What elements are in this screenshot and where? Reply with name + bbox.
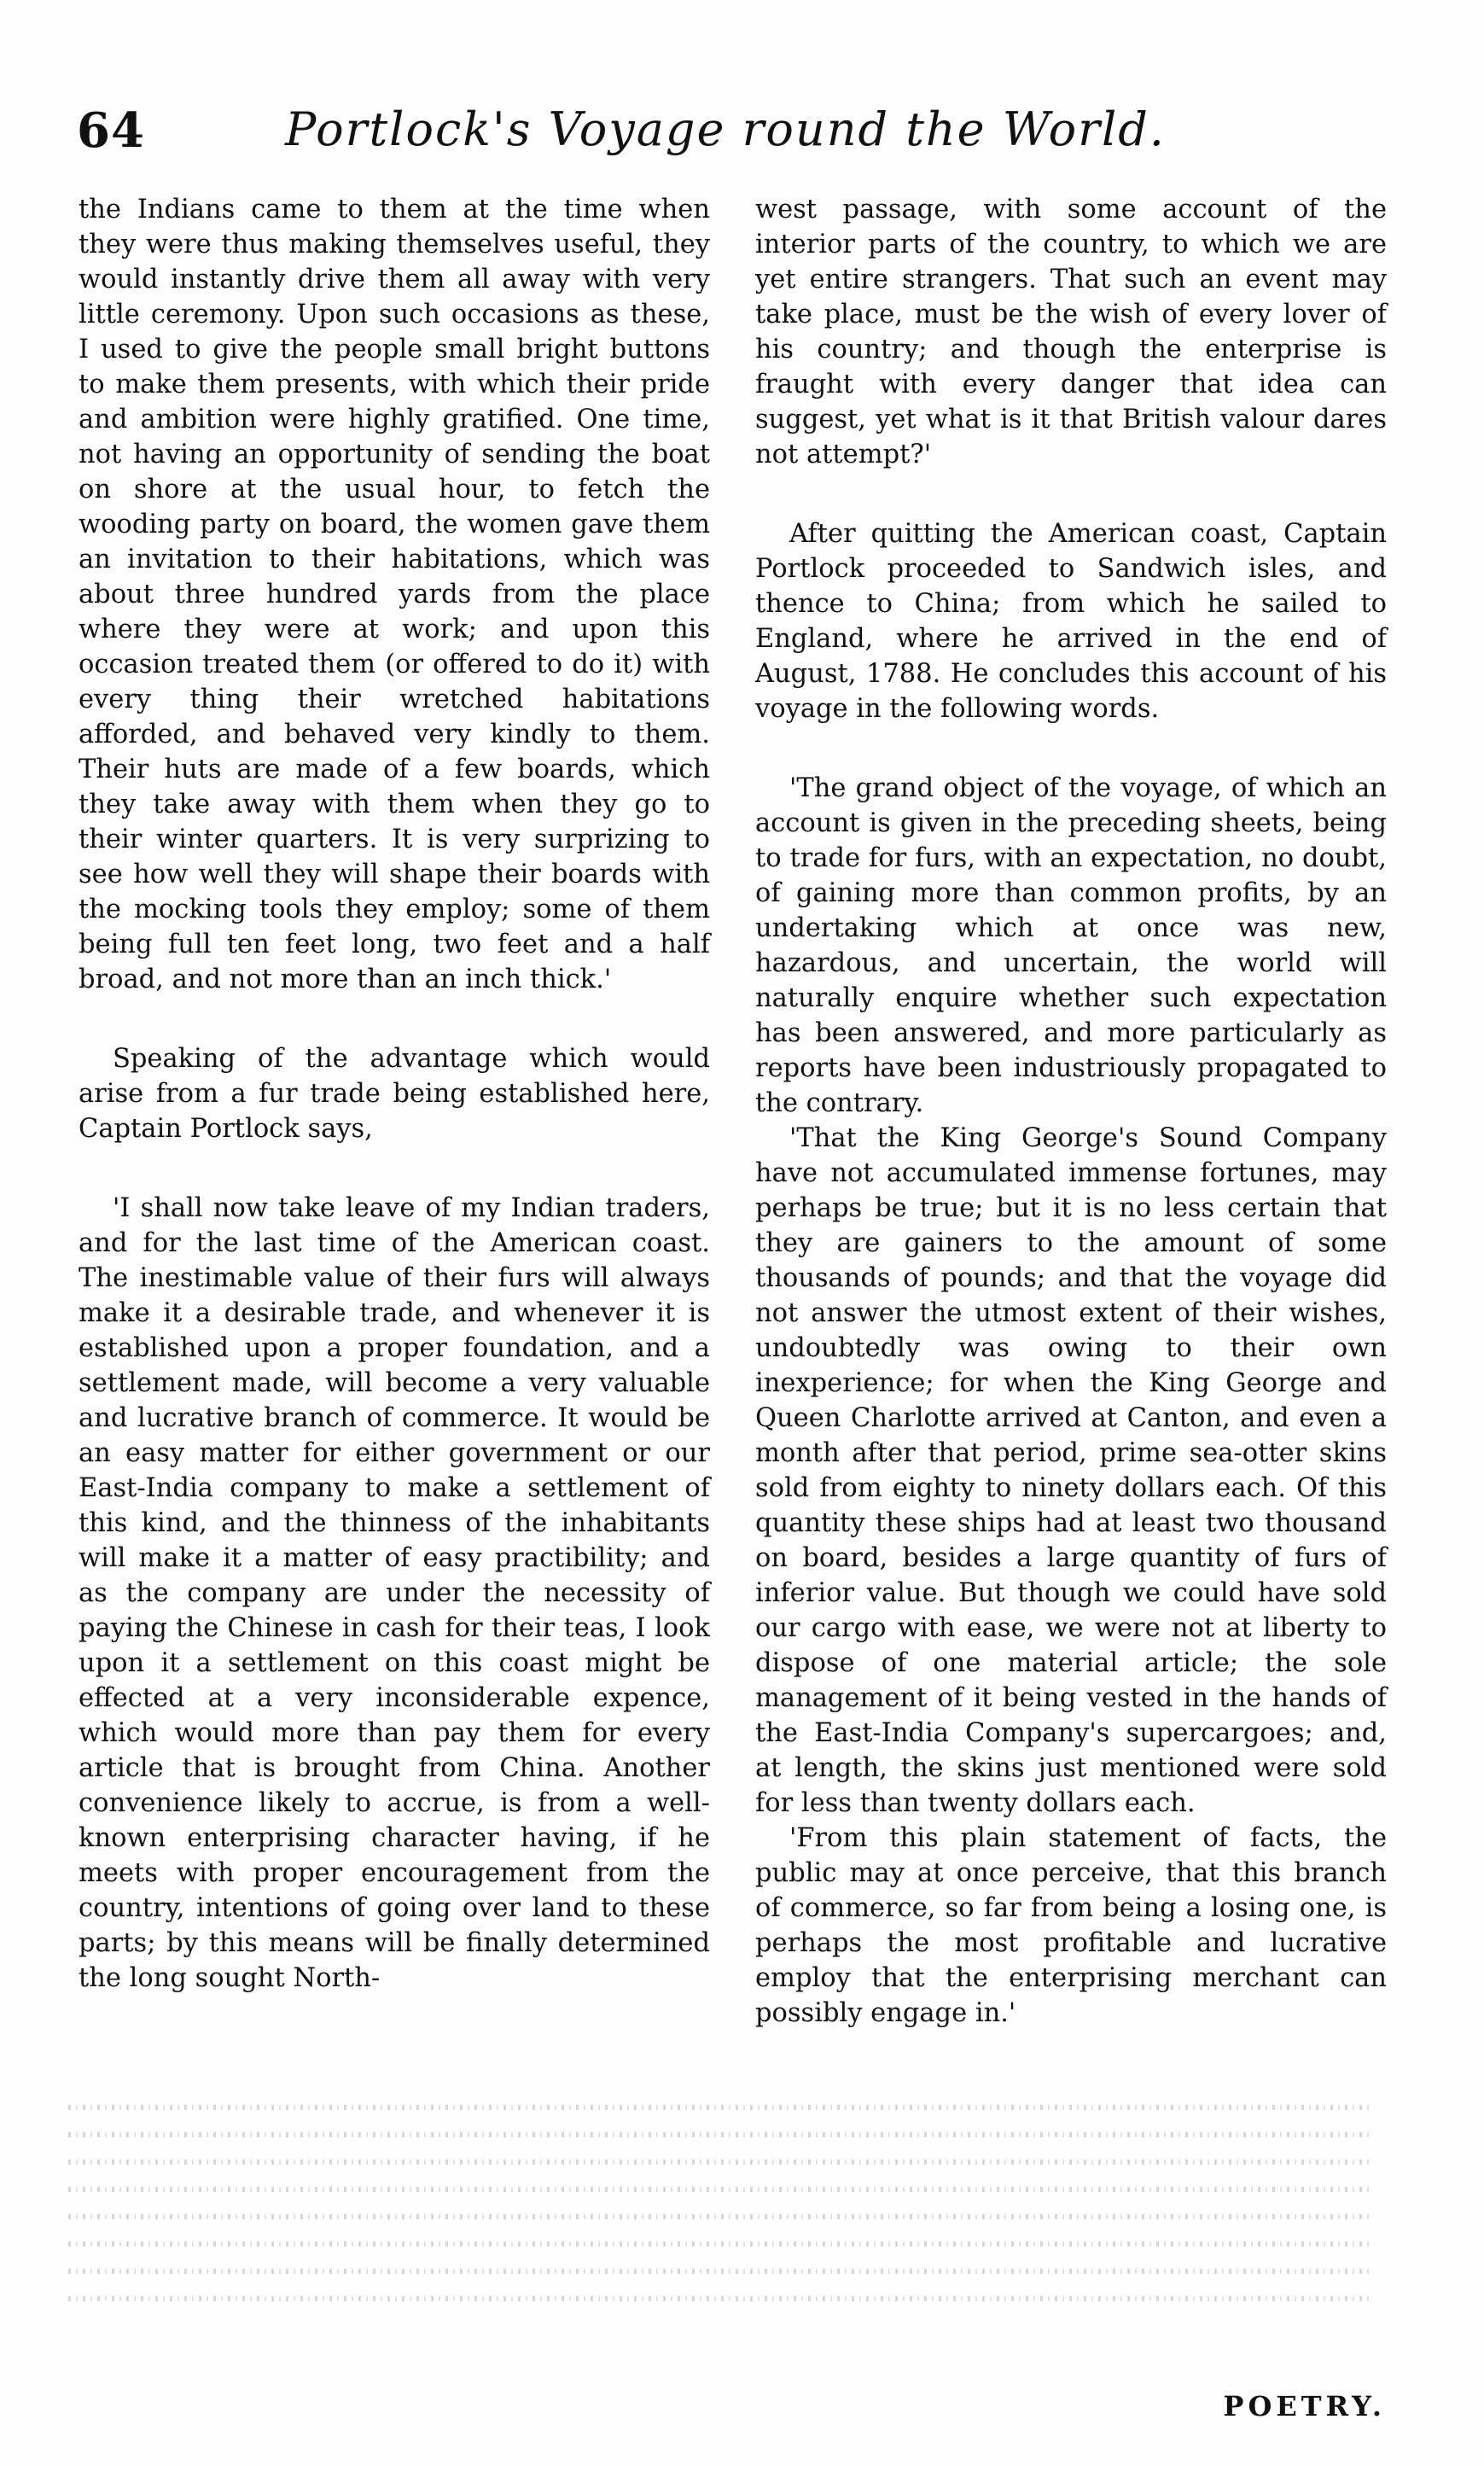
page-header — [77, 102, 1374, 171]
left-column — [79, 192, 710, 1996]
catchword: POETRY. — [1223, 2390, 1386, 2422]
right-column — [755, 192, 1387, 2031]
left-paragraph-3: 'I shall now take leave of my Indian traders, and for the last time of the American coast. The inestimable value of their furs will always make it a desirable trade, and whenever it is established upon a proper foundation, and a settlement made, will become a very valuable and lucrative branch of commerce. It would be an easy matter for either government or our East-India company to make a settlement of this kind, and the thinness of the inhabitants will make it a matter of easy practibility; and as the company are under the necessity of paying the Chinese in cash for their teas, I look upon it a settlement on this coast might be effected at a very inconsiderable expence, which would more than pay them for every article that is brought from China. Another convenience likely to accrue, is from a well-known enterprising character having, if he meets with proper encouragement from the country, intentions of going over land to these parts; by this means will be finally determined the long sought North- — [79, 1193, 710, 1993]
right-paragraph-3: 'The grand object of the voyage, of which an account is given in the preceding sheets, being to trade for furs, with an expectation, no doubt, of gaining more than common profits, by an undertaking which at once was new, hazardous, and uncertain, the world will naturally enquire whether such expectation has been answered, and more particularly as reports have been industriously propagated to the contrary. — [755, 773, 1387, 1118]
running-title: Portlock's Voyage round the World. — [285, 102, 1166, 156]
right-paragraph-4: 'That the King George's Sound Company have not accumulated immense fortunes, may perhaps be true; but it is no less certain that they are gainers to the amount of some thousands of pounds; and that the voyage did not answer the utmost extent of their wishes, undoubtedly was owing to their own inexperience; for when the King George and Queen Charlotte arrived at Canton, and even a month after that period, prime sea-otter skins sold from eighty to ninety dollars each. Of this quantity these ships had at least two thousand on board, besides a large quantity of furs of inferior value. But though we could have sold our cargo with ease, we were not at liberty to dispose of one material article; the sole management of it being vested in the hands of the East-India Company's supercargoes; and, at length, the skins just mentioned were sold for less than twenty dollars each. — [755, 1123, 1387, 1818]
right-paragraph-2: After quitting the American coast, Captain Portlock proceeded to Sandwich isles, and thence to China; from which he sailed to England, where he arrived in the end of August, 1788. He concludes this account of his voyage in the following words. — [755, 519, 1387, 724]
show-through-smudge — [68, 2083, 1374, 2364]
left-paragraph-1: the Indians came to them at the time when they were thus making themselves useful, they would instantly drive them all away with very little ceremony. Upon such occasions as these, I used to give the people small bright buttons to make them presents, with which their pride and ambition were highly gratified. One time, not having an opportunity of sending the boat on shore at the usual hour, to fetch the wooding party on board, the women gave them an invitation to their habitations, which was about three hundred yards from the place where they were at work; and upon this occasion treated them (or offered to do it) with every thing their wretched habitations afforded, and behaved very kindly to them. Their huts are made of a few boards, which they take away with them when they go to their winter quarters. It is very surprizing to see how well they will shape their boards with the mocking tools they employ; some of them being full ten feet long, two feet and a half broad, and not more than an inch thick.' — [79, 195, 710, 994]
right-paragraph-1: west passage, with some account of the interior parts of the country, to which we are yet entire strangers. That such an event may take place, must be the wish of every lover of his country; and though the enterprise is fraught with every danger that idea can suggest, yet what is it that British valour dares not attempt?' — [755, 195, 1387, 469]
page-number: 64 — [77, 102, 145, 159]
left-paragraph-2: Speaking of the advantage which would arise from a fur trade being established here, Captain Portlock says, — [79, 1044, 710, 1144]
right-paragraph-5: 'From this plain statement of facts, the public may at once perceive, that this branch of commerce, so far from being a losing one, is perhaps the most profitable and lucrative employ that the enterprising merchant can possibly engage in.' — [755, 1823, 1387, 2028]
